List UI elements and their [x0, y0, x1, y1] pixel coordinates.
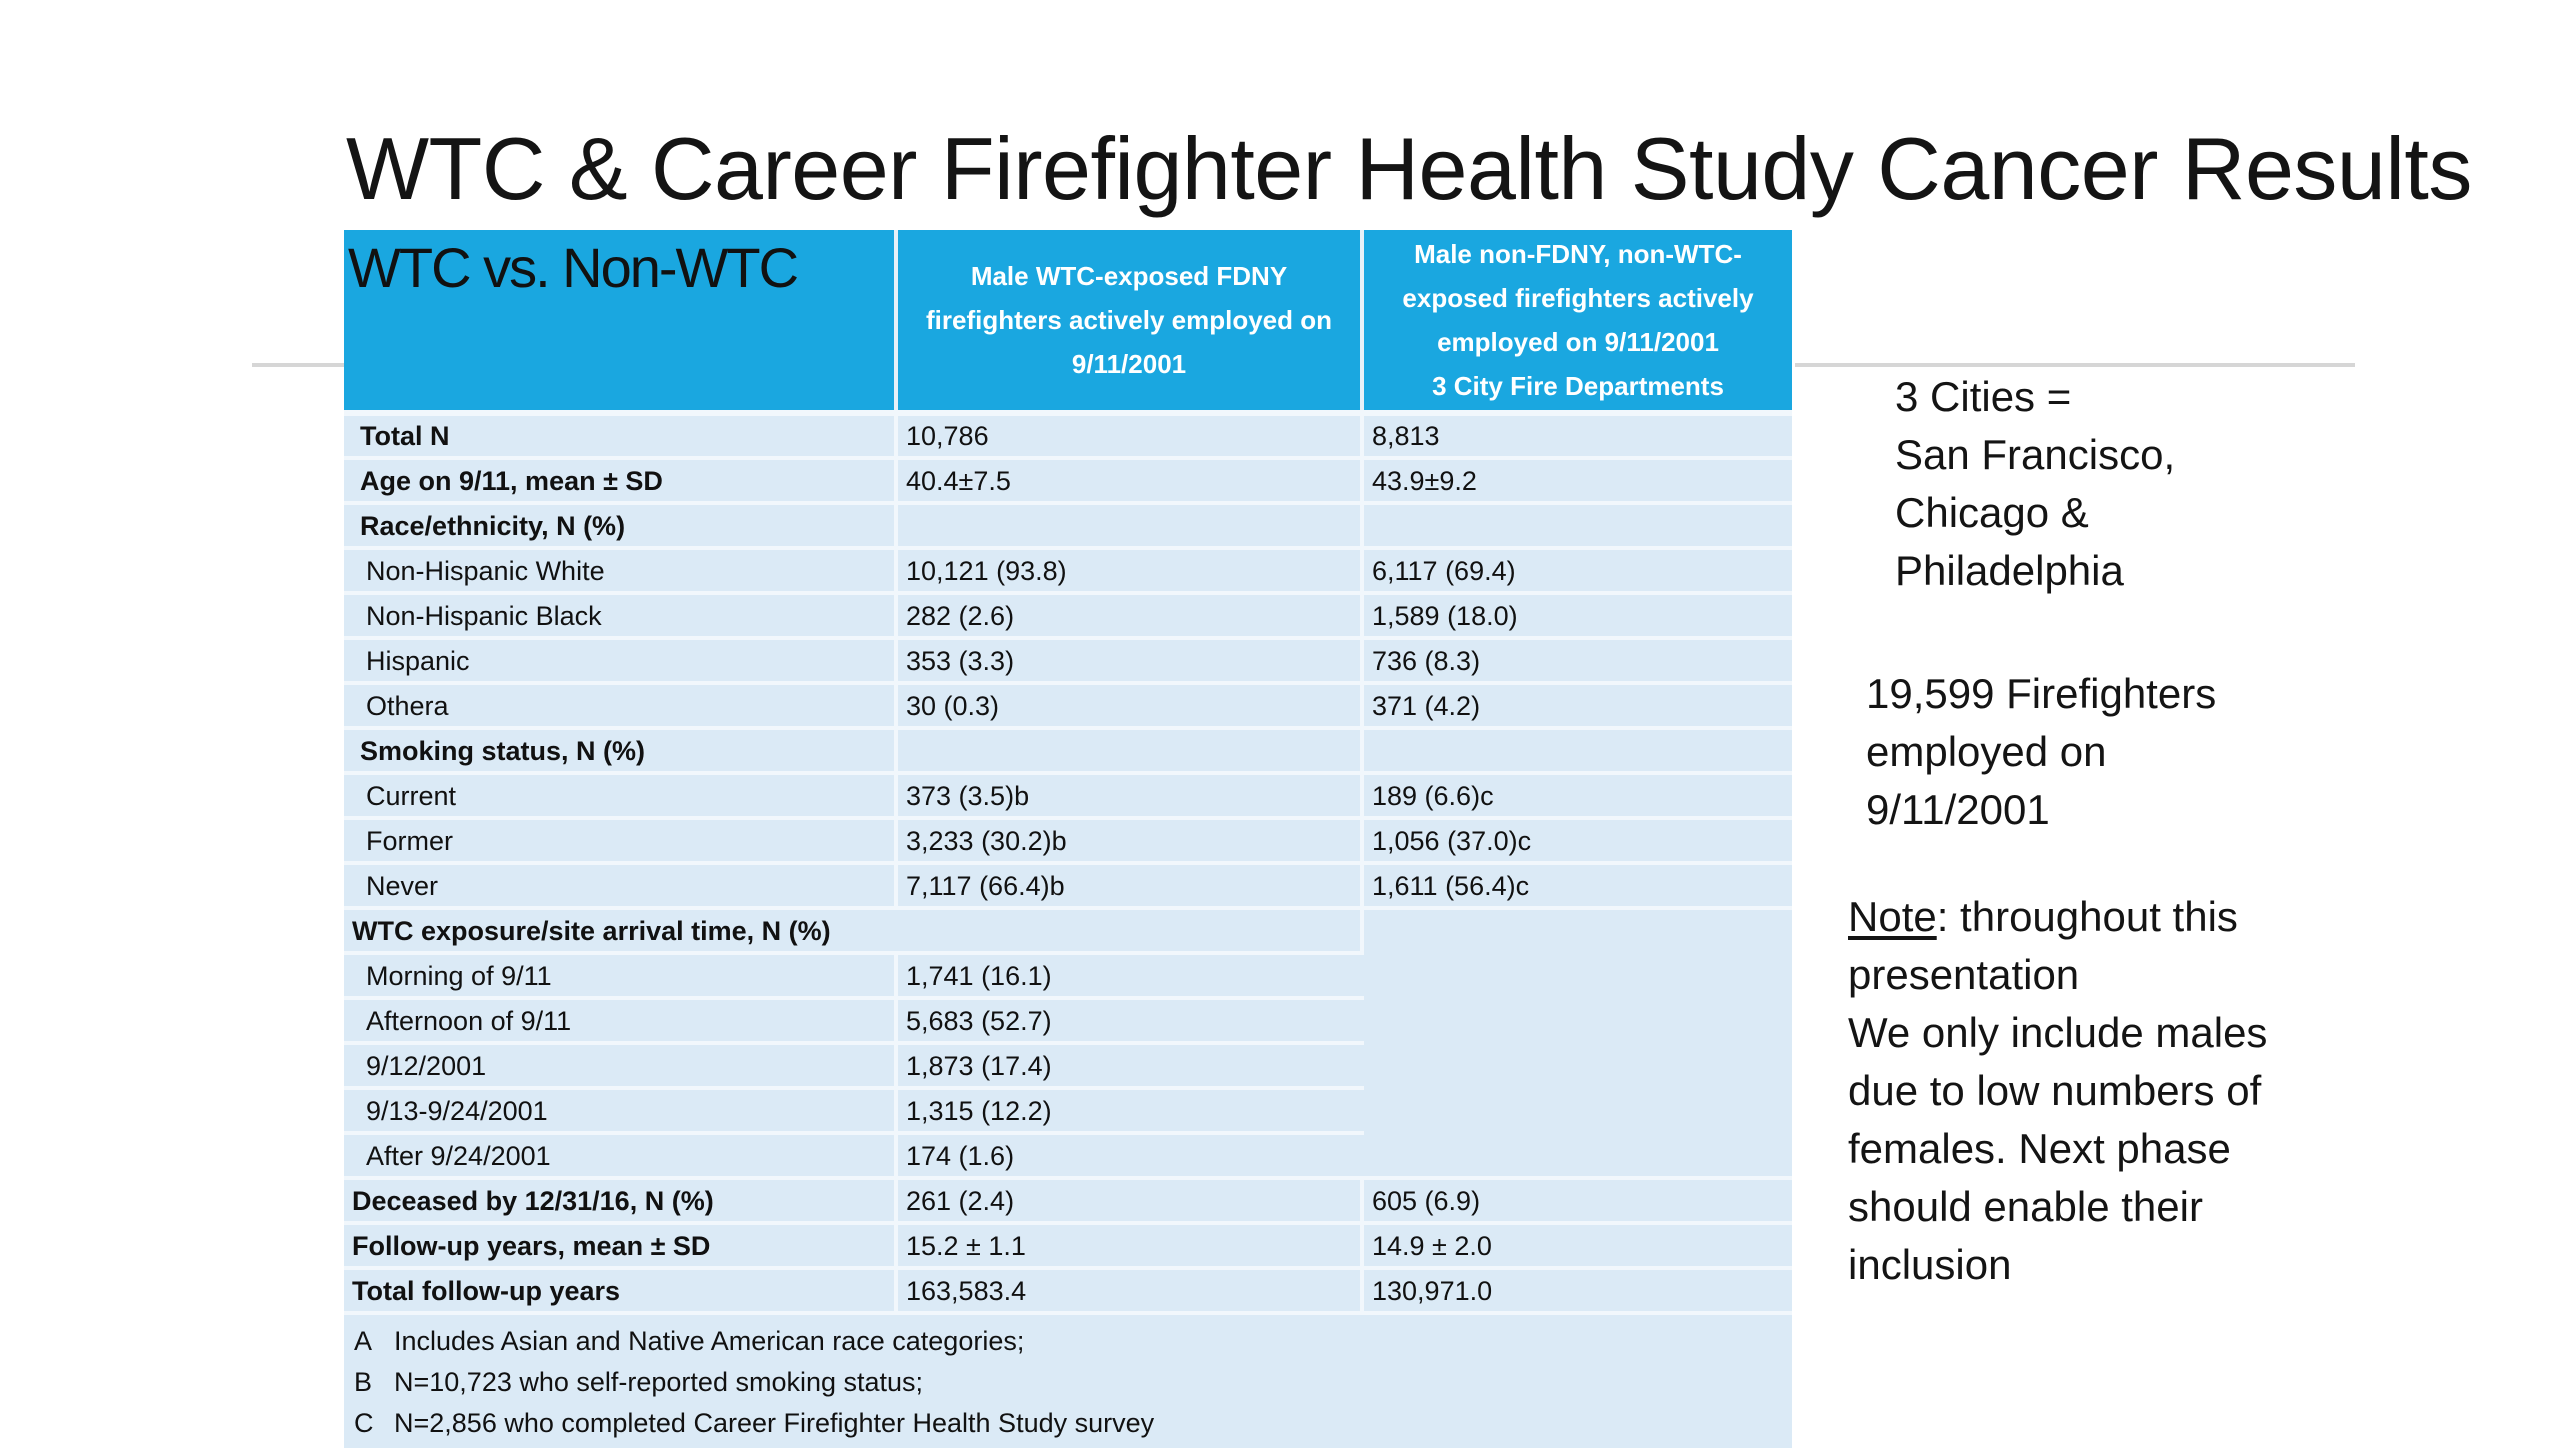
title-rule-right	[1795, 363, 2355, 367]
firefighters-line: employed on	[1866, 728, 2107, 775]
column-header-line: Male WTC-exposed FDNY	[970, 261, 1288, 291]
firefighters-count-note	[1866, 665, 2216, 839]
cell-non-wtc: 6,117 (69.4)	[1364, 546, 1792, 591]
row-label: Othera	[344, 681, 898, 726]
cell-wtc: 10,121 (93.8)	[898, 546, 1364, 591]
cell-wtc: 15.2 ± 1.1	[898, 1221, 1364, 1266]
table-row	[344, 1176, 1792, 1221]
cell-empty	[1364, 906, 1792, 1176]
cities-note	[1895, 368, 2175, 600]
table-footnotes	[344, 1311, 1792, 1448]
cell-wtc: 7,117 (66.4)b	[898, 861, 1364, 906]
slide-title: WTC & Career Firefighter Health Study Cancer Results	[346, 119, 2472, 218]
row-label: After 9/24/2001	[344, 1131, 898, 1176]
table-row	[344, 546, 1792, 591]
column-header-non-wtc	[1364, 230, 1792, 410]
cell-wtc: 174 (1.6)	[898, 1131, 1364, 1176]
footnote-key: C	[354, 1408, 374, 1438]
row-label: Non-Hispanic Black	[344, 591, 898, 636]
demographics-table	[344, 230, 1792, 1448]
row-label: Non-Hispanic White	[344, 546, 898, 591]
cities-line: Philadelphia	[1895, 547, 2124, 594]
presentation-note	[1848, 888, 2267, 1294]
row-label: Total N	[344, 410, 898, 456]
column-header-line: firefighters actively employed on	[925, 305, 1332, 335]
footnote-key: B	[354, 1367, 373, 1397]
footnote	[354, 1321, 1792, 1362]
cell-empty	[898, 501, 1364, 546]
note-line: females. Next phase	[1848, 1125, 2231, 1172]
cell-wtc: 1,873 (17.4)	[898, 1041, 1364, 1086]
cell-non-wtc: 736 (8.3)	[1364, 636, 1792, 681]
table-row	[344, 861, 1792, 906]
row-group-label: Race/ethnicity, N (%)	[344, 501, 898, 546]
cell-empty	[1364, 501, 1792, 546]
cell-non-wtc: 1,589 (18.0)	[1364, 591, 1792, 636]
table-header-row	[344, 230, 1792, 410]
cell-empty	[898, 726, 1364, 771]
note-line: inclusion	[1848, 1241, 2012, 1288]
row-label: Morning of 9/11	[344, 951, 898, 996]
column-header-wtc	[898, 230, 1364, 410]
cell-wtc: 1,741 (16.1)	[898, 951, 1364, 996]
cell-wtc: 353 (3.3)	[898, 636, 1364, 681]
footnote	[354, 1403, 1792, 1444]
column-header-line: 3 City Fire Departments	[1432, 371, 1724, 401]
cell-empty	[1364, 726, 1792, 771]
table-row	[344, 1221, 1792, 1266]
table-row	[344, 681, 1792, 726]
firefighters-line: 9/11/2001	[1866, 786, 2050, 833]
cities-line: Chicago &	[1895, 489, 2089, 536]
note-line: due to low numbers of	[1848, 1067, 2262, 1114]
table-row	[344, 456, 1792, 501]
cell-non-wtc: 43.9±9.2	[1364, 456, 1792, 501]
row-group-label: WTC exposure/site arrival time, N (%)	[344, 906, 1364, 951]
cell-wtc: 1,315 (12.2)	[898, 1086, 1364, 1131]
cell-wtc: 261 (2.4)	[898, 1176, 1364, 1221]
table-row	[344, 636, 1792, 681]
row-label: Afternoon of 9/11	[344, 996, 898, 1041]
cities-line: San Francisco,	[1895, 431, 2176, 478]
footnote-text: N=10,723 who self-reported smoking status;	[394, 1367, 924, 1397]
cell-wtc: 5,683 (52.7)	[898, 996, 1364, 1041]
row-label: 9/13-9/24/2001	[344, 1086, 898, 1131]
cell-wtc: 30 (0.3)	[898, 681, 1364, 726]
table-row	[344, 726, 1792, 771]
footnote-key: A	[354, 1326, 373, 1356]
cell-non-wtc: 1,611 (56.4)c	[1364, 861, 1792, 906]
note-first-line	[1848, 888, 2267, 946]
title-rule-left	[252, 363, 344, 367]
table-row	[344, 771, 1792, 816]
column-header-line: 9/11/2001	[1071, 349, 1187, 379]
row-label: Former	[344, 816, 898, 861]
row-group-label: Smoking status, N (%)	[344, 726, 898, 771]
row-label: 9/12/2001	[344, 1041, 898, 1086]
cell-wtc: 373 (3.5)b	[898, 771, 1364, 816]
note-line: presentation	[1848, 951, 2080, 998]
note-line: should enable their	[1848, 1183, 2203, 1230]
table-row	[344, 591, 1792, 636]
note-label: Note	[1848, 893, 1937, 940]
row-label: Follow-up years, mean ± SD	[344, 1221, 898, 1266]
cell-non-wtc: 605 (6.9)	[1364, 1176, 1792, 1221]
column-header-line: employed on 9/11/2001	[1437, 327, 1719, 357]
footnote	[354, 1362, 1792, 1403]
cell-non-wtc: 8,813	[1364, 410, 1792, 456]
table-row	[344, 816, 1792, 861]
cities-line: 3 Cities =	[1895, 373, 2072, 420]
cell-wtc: 282 (2.6)	[898, 591, 1364, 636]
cell-non-wtc: 371 (4.2)	[1364, 681, 1792, 726]
cell-wtc: 10,786	[898, 410, 1364, 456]
row-label: Total follow-up years	[344, 1266, 898, 1311]
footnote-text: N=2,856 who completed Career Firefighter Health Study survey	[394, 1408, 1155, 1438]
row-label: Never	[344, 861, 898, 906]
table-row	[344, 1266, 1792, 1311]
row-label: Current	[344, 771, 898, 816]
cell-wtc: 40.4±7.5	[898, 456, 1364, 501]
cell-non-wtc: 189 (6.6)c	[1364, 771, 1792, 816]
footnote-text: Includes Asian and Native American race categories;	[394, 1326, 1025, 1356]
cell-non-wtc: 14.9 ± 2.0	[1364, 1221, 1792, 1266]
column-header-line: exposed firefighters actively	[1402, 283, 1754, 313]
table-corner-title: WTC vs. Non-WTC	[344, 230, 898, 410]
row-label: Deceased by 12/31/16, N (%)	[344, 1176, 898, 1221]
row-label: Hispanic	[344, 636, 898, 681]
cell-non-wtc: 1,056 (37.0)c	[1364, 816, 1792, 861]
firefighters-line: 19,599 Firefighters	[1866, 670, 2217, 717]
row-label: Age on 9/11, mean ± SD	[344, 456, 898, 501]
table-row	[344, 410, 1792, 456]
table-row	[344, 906, 1792, 951]
table-row	[344, 501, 1792, 546]
column-header-line: Male non-FDNY, non-WTC-	[1414, 239, 1742, 269]
data-table	[344, 230, 1792, 1311]
cell-wtc: 163,583.4	[898, 1266, 1364, 1311]
cell-wtc: 3,233 (30.2)b	[898, 816, 1364, 861]
cell-non-wtc: 130,971.0	[1364, 1266, 1792, 1311]
note-first-rest: : throughout this	[1936, 893, 2238, 940]
note-line: We only include males	[1848, 1009, 2268, 1056]
